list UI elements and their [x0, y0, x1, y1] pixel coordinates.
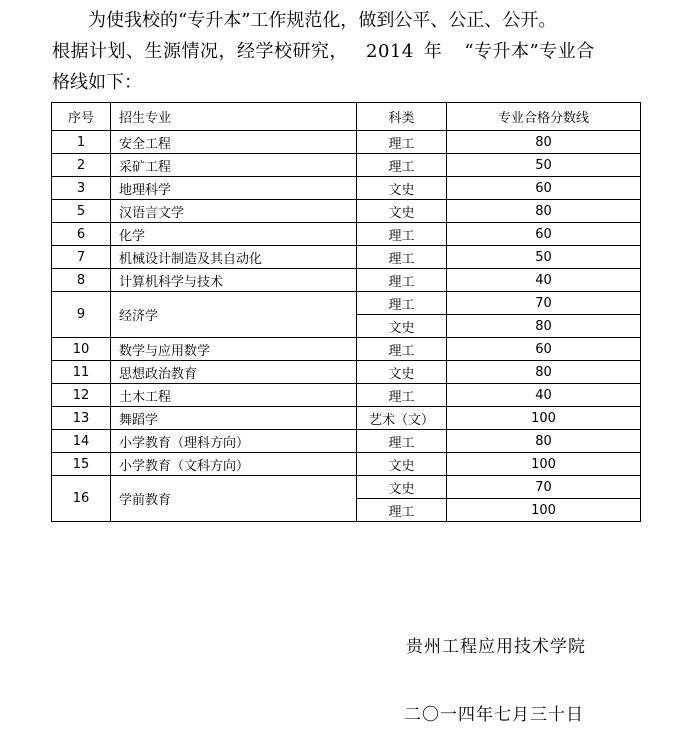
row-category: 文史	[357, 177, 447, 200]
row-major: 地理科学	[111, 177, 357, 200]
row-category: 理工	[357, 223, 447, 246]
row-major: 小学教育（理科方向）	[111, 430, 357, 453]
row-major: 安全工程	[111, 131, 357, 154]
row-number: 3	[52, 177, 111, 200]
row-category: 文史	[357, 453, 447, 476]
header-serial-number: 序号	[52, 103, 111, 131]
row-score: 80	[447, 361, 641, 384]
signature-school: 贵州工程应用技术学院	[406, 637, 586, 657]
row-score: 60	[447, 177, 641, 200]
row-major: 机械设计制造及其自动化	[111, 246, 357, 269]
table-row	[52, 430, 641, 453]
intro-year: 2014	[366, 41, 414, 62]
row-major: 经济学	[111, 292, 357, 338]
row-number: 15	[52, 453, 111, 476]
row-score: 70	[447, 476, 641, 499]
table-row	[52, 131, 641, 154]
table-row	[52, 292, 641, 315]
row-score: 70	[447, 292, 641, 315]
row-number: 2	[52, 154, 111, 177]
intro-line-1: 为使我校的“专升本”工作规范化，做到公平、公正、公开。	[88, 10, 557, 31]
row-number: 5	[52, 200, 111, 223]
intro-line-3: 格线如下：	[52, 72, 142, 93]
header-score: 专业合格分数线	[447, 103, 641, 131]
header-major: 招生专业	[111, 103, 357, 131]
table-row	[52, 177, 641, 200]
row-number: 1	[52, 131, 111, 154]
row-score: 50	[447, 154, 641, 177]
row-major: 化学	[111, 223, 357, 246]
row-number: 10	[52, 338, 111, 361]
row-number: 13	[52, 407, 111, 430]
row-number: 7	[52, 246, 111, 269]
row-number: 9	[52, 292, 111, 338]
row-score: 80	[447, 131, 641, 154]
table-row	[52, 200, 641, 223]
row-major: 土木工程	[111, 384, 357, 407]
row-category: 理工	[357, 499, 447, 522]
row-number: 6	[52, 223, 111, 246]
qualifying-score-table	[51, 102, 641, 522]
row-category: 文史	[357, 315, 447, 338]
row-score: 100	[447, 453, 641, 476]
row-category: 理工	[357, 384, 447, 407]
table-row	[52, 246, 641, 269]
intro-line-2-end: “专升本”专业合	[464, 41, 595, 62]
row-category: 理工	[357, 269, 447, 292]
row-category: 文史	[357, 476, 447, 499]
row-score: 80	[447, 200, 641, 223]
row-score: 80	[447, 315, 641, 338]
signature-date: 二〇一四年七月三十日	[404, 705, 584, 725]
row-score: 60	[447, 223, 641, 246]
row-major: 舞蹈学	[111, 407, 357, 430]
table-row	[52, 384, 641, 407]
row-score: 50	[447, 246, 641, 269]
row-category: 文史	[357, 200, 447, 223]
row-category: 理工	[357, 131, 447, 154]
row-number: 16	[52, 476, 111, 522]
table-header-row	[52, 103, 641, 131]
row-number: 8	[52, 269, 111, 292]
row-category: 理工	[357, 154, 447, 177]
table-row	[52, 223, 641, 246]
row-category: 理工	[357, 430, 447, 453]
table-row	[52, 154, 641, 177]
intro-line-2	[52, 37, 595, 67]
row-category: 理工	[357, 292, 447, 315]
row-number: 14	[52, 430, 111, 453]
row-major: 汉语言文学	[111, 200, 357, 223]
row-score: 80	[447, 430, 641, 453]
row-score: 40	[447, 384, 641, 407]
row-major: 计算机科学与技术	[111, 269, 357, 292]
row-number: 11	[52, 361, 111, 384]
row-category: 理工	[357, 246, 447, 269]
table-row	[52, 269, 641, 292]
table-row	[52, 361, 641, 384]
table-body	[52, 131, 641, 522]
row-category: 理工	[357, 338, 447, 361]
row-major: 小学教育（文科方向）	[111, 453, 357, 476]
row-score: 100	[447, 499, 641, 522]
table-row	[52, 476, 641, 499]
row-category: 文史	[357, 361, 447, 384]
intro-line-2-start: 根据计划、生源情况，经学校研究，	[52, 41, 348, 62]
table-row	[52, 338, 641, 361]
row-major: 学前教育	[111, 476, 357, 522]
row-number: 12	[52, 384, 111, 407]
row-major: 思想政治教育	[111, 361, 357, 384]
row-score: 60	[447, 338, 641, 361]
intro-year-suffix: 年	[423, 41, 443, 62]
intro-paragraph	[0, 0, 698, 110]
header-category: 科类	[357, 103, 447, 131]
table-row	[52, 453, 641, 476]
row-category: 艺术（文）	[357, 407, 447, 430]
table-row	[52, 407, 641, 430]
row-major: 采矿工程	[111, 154, 357, 177]
row-score: 100	[447, 407, 641, 430]
row-major: 数学与应用数学	[111, 338, 357, 361]
row-score: 40	[447, 269, 641, 292]
